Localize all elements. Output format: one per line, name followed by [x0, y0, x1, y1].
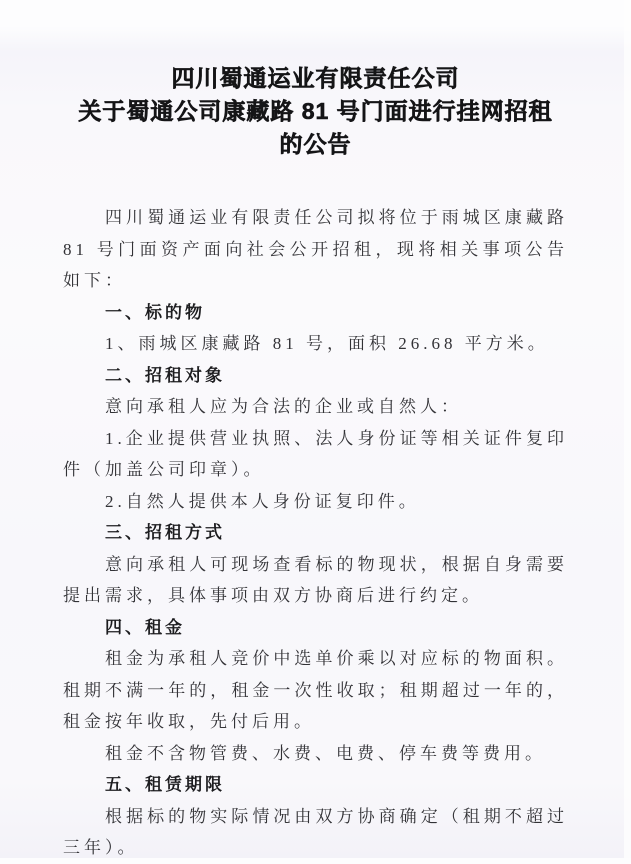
- scan-edge-artifact: [624, 0, 631, 858]
- tenants-intro-paragraph: 意向承租人应为合法的企业或自然人：: [105, 397, 462, 416]
- document-body: [63, 202, 568, 864]
- section-heading-subject: 一、标的物: [105, 302, 205, 322]
- subject-item-paragraph: 1、雨城区康藏路 81 号，面积 26.68 平方米。: [105, 334, 549, 353]
- section-heading-method: 三、招租方式: [105, 523, 225, 542]
- section-heading-tenants: 二、招租对象: [105, 365, 225, 385]
- document-title-subject: 关于蜀通公司康藏路 81 号门面进行挂网招租的公告: [78, 98, 553, 157]
- method-paragraph: 意向承租人可现场查看标的物现状，根据自身需要提出需求，具体事项由双方协商后进行约定。: [63, 554, 568, 605]
- rent-excludes-paragraph: 租金不含物管费、水费、电费、停车费等费用。: [105, 743, 546, 763]
- intro-paragraph: 四川蜀通运业有限责任公司拟将位于雨城区康藏路 81 号门面资产面向社会公开招租，现将相关事项公告如下：: [63, 208, 568, 290]
- document-title: [63, 62, 568, 161]
- lease-term-paragraph: 根据标的物实际情况由双方协商确定（租期不超过三年）。: [63, 806, 568, 857]
- section-heading-rent: 四、租金: [105, 617, 185, 637]
- tenants-item1-paragraph: 1.企业提供营业执照、法人身份证等相关证件复印件（加盖公司印章）。: [63, 428, 568, 479]
- section-heading-lease-term: 五、租赁期限: [105, 775, 225, 794]
- tenants-item2-paragraph: 2.自然人提供本人身份证复印件。: [105, 491, 420, 511]
- rent-paragraph: 租金为承租人竞价中选单价乘以对应标的物面积。租期不满一年的，租金一次性收取；租期超过一年的，租金按年收取，先付后用。: [63, 649, 568, 731]
- document-title-company: 四川蜀通运业有限责任公司: [171, 65, 460, 91]
